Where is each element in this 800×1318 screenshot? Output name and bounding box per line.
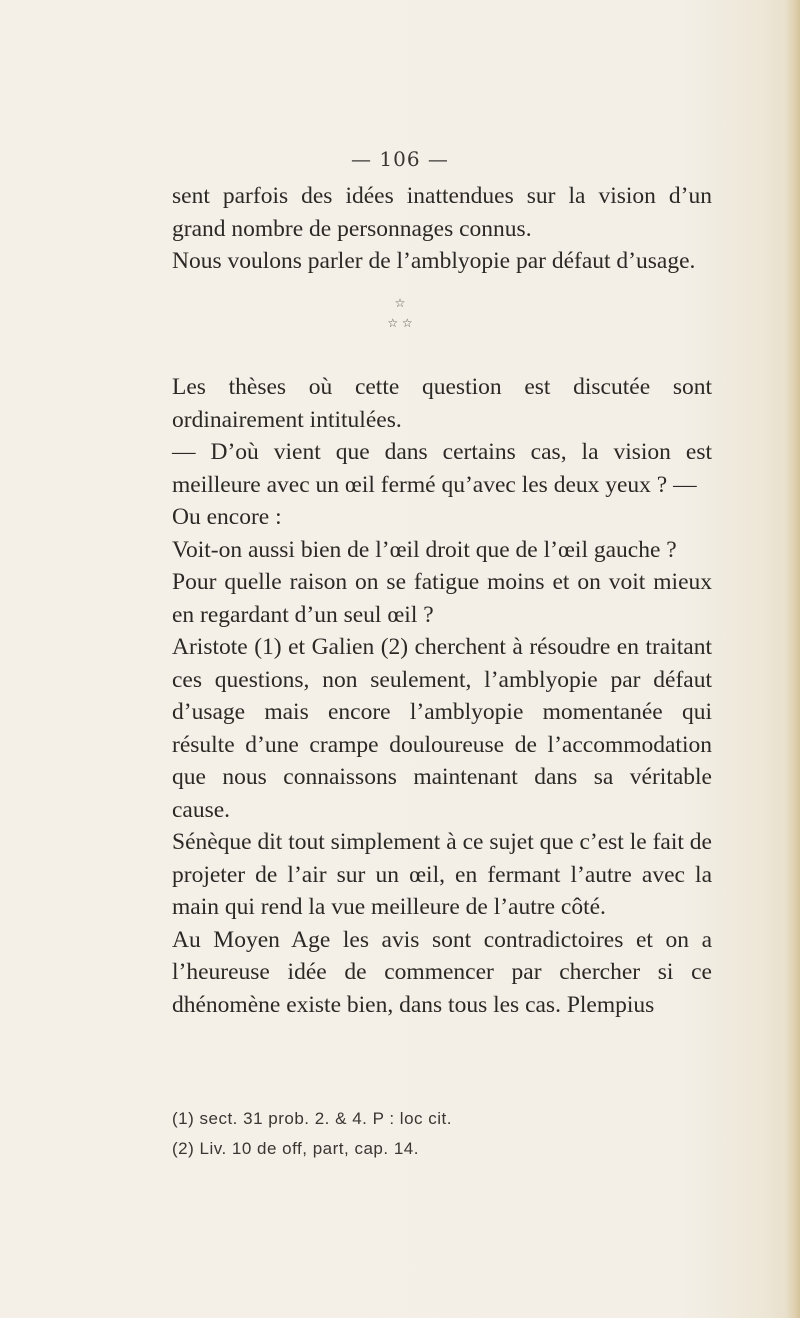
paragraph: — D’où vient que dans certains cas, la vision est meilleure avec un œil fermé qu’avec les deux yeux ? — xyxy=(172,439,712,498)
star-icon: ☆ ☆ xyxy=(387,316,413,330)
paragraph: Nous voulons parler de l’amblyopie par défaut d’usage. xyxy=(172,248,696,274)
text-block-1 xyxy=(172,180,712,278)
footnotes xyxy=(172,1104,712,1164)
paragraph: Sénèque dit tout simplement à ce sujet que c’est le fait de projeter de l’air sur un œil, en fermant l’autre avec la main qui rend la vue meilleure de l’autre côté. xyxy=(172,829,712,920)
paragraph: Voit-on aussi bien de l’œil droit que de l’œil gauche ? xyxy=(172,536,677,563)
paragraph: Ou encore : xyxy=(172,504,282,530)
paragraph: Pour quelle raison on se fatigue moins et on voit mieux en regardant d’un seul œil ? xyxy=(172,569,712,628)
page-edge-shadow xyxy=(786,0,800,1318)
paragraph: Au Moyen Age les avis sont contradictoires et on a l’heureuse idée de commencer par chercher si ce dhénomène existe bien, dans tous les cas. Plempius xyxy=(172,926,712,1018)
star-icon: ☆ xyxy=(394,296,406,310)
paragraph: Aristote (1) et Galien (2) cherchent à résoudre en traitant ces questions, non seulement, l’amblyopie par défaut d’usage mais encore l’amblyopie momentanée qui résulte d’une crampe douloureuse de l’accommodation que nous connaissons maintenant dans sa véritable cause. xyxy=(172,634,712,823)
footnote: (1) sect. 31 prob. 2. & 4. P : loc cit. xyxy=(172,1109,452,1128)
paragraph: Les thèses où cette question est discutée sont ordinairement intitulées. xyxy=(172,374,712,433)
text-block-2 xyxy=(172,371,712,1021)
page-number: — 106 — xyxy=(351,147,449,171)
paragraph: sent parfois des idées inattendues sur la vision d’un grand nombre de personnages connus. xyxy=(172,183,712,242)
footnote: (2) Liv. 10 de off, part, cap. 14. xyxy=(172,1139,419,1158)
section-separator xyxy=(0,293,800,333)
